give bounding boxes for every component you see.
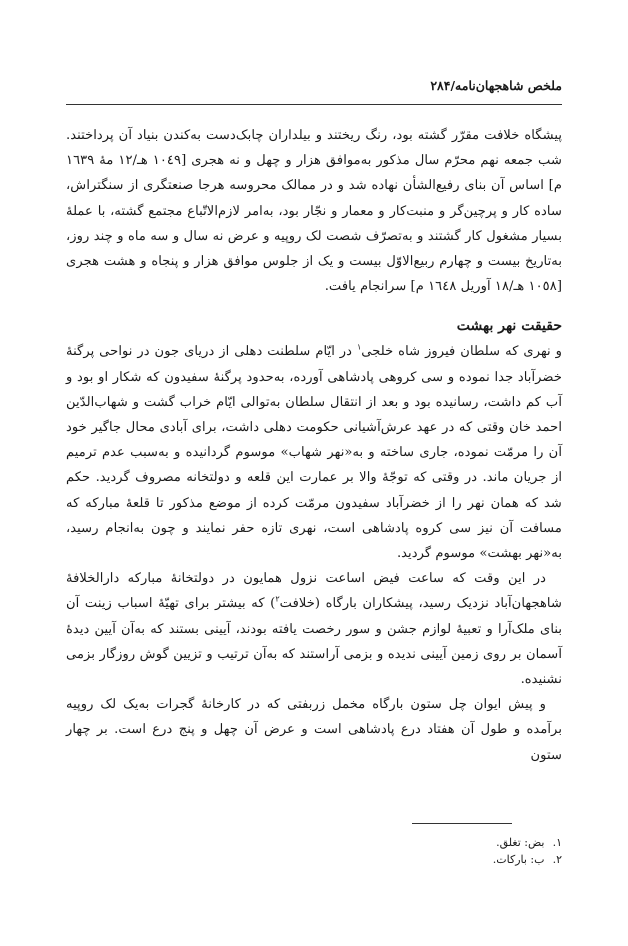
footnote-1 [493, 834, 562, 851]
footnote-ref-2[interactable]: ٢ [275, 595, 280, 605]
section-heading: حقیقت نهر بهشت [456, 318, 562, 335]
footnote-number: ١. [552, 836, 562, 849]
running-header: ملخص شاهجهان‌نامه/۲۸۴ [430, 78, 562, 93]
footnote-2 [493, 851, 562, 868]
footnote-ref-1[interactable]: ١ [356, 343, 362, 353]
paragraph-nozul-part2: ) که بیشتر برای تهیّهٔ اسباب زینت آن بنای ملک‌آرا و تعبیهٔ لوازم جشن و سور رخصت یافته بودند، آیینی بستند که به‌آن آیین دیدهٔ آسمان بر روی زمین آیینی ندیده و بزمی آراستند که به‌آن ترتیب و تزیین گوش روزگار بزمی نشنیده. [66, 596, 562, 688]
paragraph-nahr-part1: و نهری که سلطان فیروز شاه خلجی [361, 344, 563, 360]
footnotes [493, 834, 562, 868]
paragraph-nozul [66, 566, 562, 692]
footnote-text: ب: بارکات. [492, 853, 545, 866]
paragraph-opening: پیشگاه خلافت مقرّر گشته بود، رنگ ریختند و بیلداران چابک‌دست به‌کندن بنیاد آن پرداختند. شب جمعه نهم محرّم سال مذکور به‌موافق هزار و چهل و نه هجری [١٠٤٩ هـ/١٢ مهٔ ١٦٣٩ م] اساس آن بنای رفیع‌الشأن نهاده شد و در ممالک محروسه هرجا صنعتگری از سنگتراش، ساده کار و پرچین‌گر و منبت‌کار و معمار و نجّار بود، به‌امر لازم‌الاتّباع مجتمع گشته، با عملهٔ بسیار مشغول کار گشتند و به‌تصرّف شصت لک روپیه و عرض نه سال و سه ماه و چند روز، به‌تاریخ بیست و چهارم ربیع‌الاوّل بیست و یک از جلوس موافق هزار و پنجاه و هشت هجری [١٠٥٨ هـ/١٨ آوریل ١٦٤٨ م] سرانجام یافت. [66, 128, 563, 295]
footnote-rule [412, 823, 512, 824]
footnote-number: ٢. [552, 853, 562, 866]
paragraph-nahr-part2: در ایّام سلطنت دهلی از دریای جون در نواحی پرگنهٔ خضرآباد جدا نموده و سی کروهی پادشاهی آورده، به‌حدود پرگنهٔ سفیدون که شکار او بود و آب کم داشت، رسانیده بود و بعد از انتقال سلطان به‌توالی ایّام خراب گشت و شهاب‌الدّین احمد خان وقتی که در عهد عرش‌آشیانی حکومت دهلی داشت، برای آبادی محال جاگیر خود آن را مرمّت نموده، جاری ساخته و به«نهر شهاب» موسوم گردانیده و به‌سبب عدم ترمیم از جریان ماند. در وقتی که توجّهٔ والا بر عمارت این قلعه و دولتخانه مصروف گردید. حکم شد که همان نهر را از خضرآباد سفیدون مرمّت کرده از موضع مذکور تا قلعهٔ مبارکه که مسافت آن نیز سی کروه پادشاهی است، نهری تازه حفر نمایند و چون به‌انجام رسید، به«نهر بهشت» موسوم گردید. [66, 344, 562, 562]
paragraph-last: و پیش ایوان چل ستون بارگاه مخمل زربفتی که در کارخانهٔ گجرات به‌یک لک روپیه برآمده و طول آن هفتاد درع پادشاهی است و عرض آن چهل و پنج درع است. بر چهار ستون [66, 697, 562, 763]
footnote-text: بض: تغلق. [496, 836, 545, 849]
body-text [66, 123, 562, 768]
paragraph-nozul-part1: در این وقت که ساعت فیض اساعت نزول همایون در دولتخانهٔ مبارکه دارالخلافهٔ شاهجهان‌آباد نزدیک رسید، پیشکاران بارگاه (خلافت [66, 571, 562, 612]
paragraph-nahr [66, 339, 562, 566]
header-rule [66, 104, 562, 105]
